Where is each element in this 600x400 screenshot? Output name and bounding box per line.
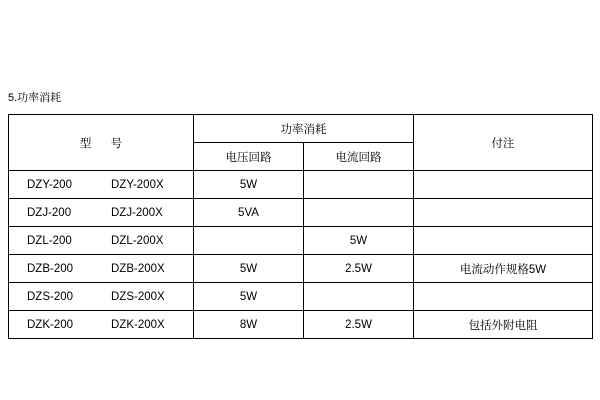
cell-voltage: 8W: [194, 311, 304, 339]
cell-current: [304, 199, 414, 227]
cell-voltage: 5W: [194, 283, 304, 311]
cell-note: [414, 283, 593, 311]
cell-current: [304, 171, 414, 199]
model-code-secondary: DZY-200X: [111, 178, 164, 191]
cell-note: [414, 227, 593, 255]
model-code-primary: DZB-200: [27, 262, 74, 275]
cell-voltage: 5W: [194, 171, 304, 199]
model-code-secondary: DZL-200X: [111, 234, 164, 247]
model-code-primary: DZS-200: [27, 290, 74, 303]
model-code-secondary: DZK-200X: [111, 318, 165, 331]
cell-current: 2.5W: [304, 311, 414, 339]
power-consumption-table: [8, 114, 593, 339]
model-code-primary: DZK-200: [27, 318, 74, 331]
header-current-circuit: 电流回路: [304, 143, 414, 171]
header-note: 付注: [414, 115, 593, 171]
cell-model: [9, 311, 194, 339]
table-row: [9, 171, 593, 199]
cell-current: [304, 283, 414, 311]
cell-voltage: [194, 227, 304, 255]
header-voltage-circuit: 电压回路: [194, 143, 304, 171]
header-power-group: 功率消耗: [194, 115, 414, 143]
cell-current: 5W: [304, 227, 414, 255]
model-code-primary: DZY-200: [27, 178, 72, 191]
header-model: [9, 115, 194, 171]
table-body: [9, 171, 593, 339]
cell-model: [9, 199, 194, 227]
model-code-secondary: DZB-200X: [111, 262, 165, 275]
cell-model: [9, 283, 194, 311]
power-consumption-table-wrapper: [8, 114, 592, 339]
table-header: [9, 115, 593, 171]
model-code-primary: DZJ-200: [27, 206, 72, 219]
cell-voltage: 5VA: [194, 199, 304, 227]
table-row: [9, 255, 593, 283]
cell-voltage: 5W: [194, 255, 304, 283]
table-header-row-1: [9, 115, 593, 143]
cell-model: [9, 227, 194, 255]
cell-note: [414, 199, 593, 227]
cell-model: [9, 171, 194, 199]
model-code-secondary: DZJ-200X: [111, 206, 163, 219]
table-row: [9, 311, 593, 339]
table-row: [9, 227, 593, 255]
section-title: 5.功率消耗: [8, 92, 62, 104]
cell-note: [414, 171, 593, 199]
cell-note: 包括外附电阻: [414, 311, 593, 339]
cell-current: 2.5W: [304, 255, 414, 283]
cell-note: 电流动作规格5W: [414, 255, 593, 283]
cell-model: [9, 255, 194, 283]
table-row: [9, 199, 593, 227]
model-code-secondary: DZS-200X: [111, 290, 165, 303]
header-model-label: 型 号: [79, 137, 131, 150]
table-row: [9, 283, 593, 311]
model-code-primary: DZL-200: [27, 234, 72, 247]
